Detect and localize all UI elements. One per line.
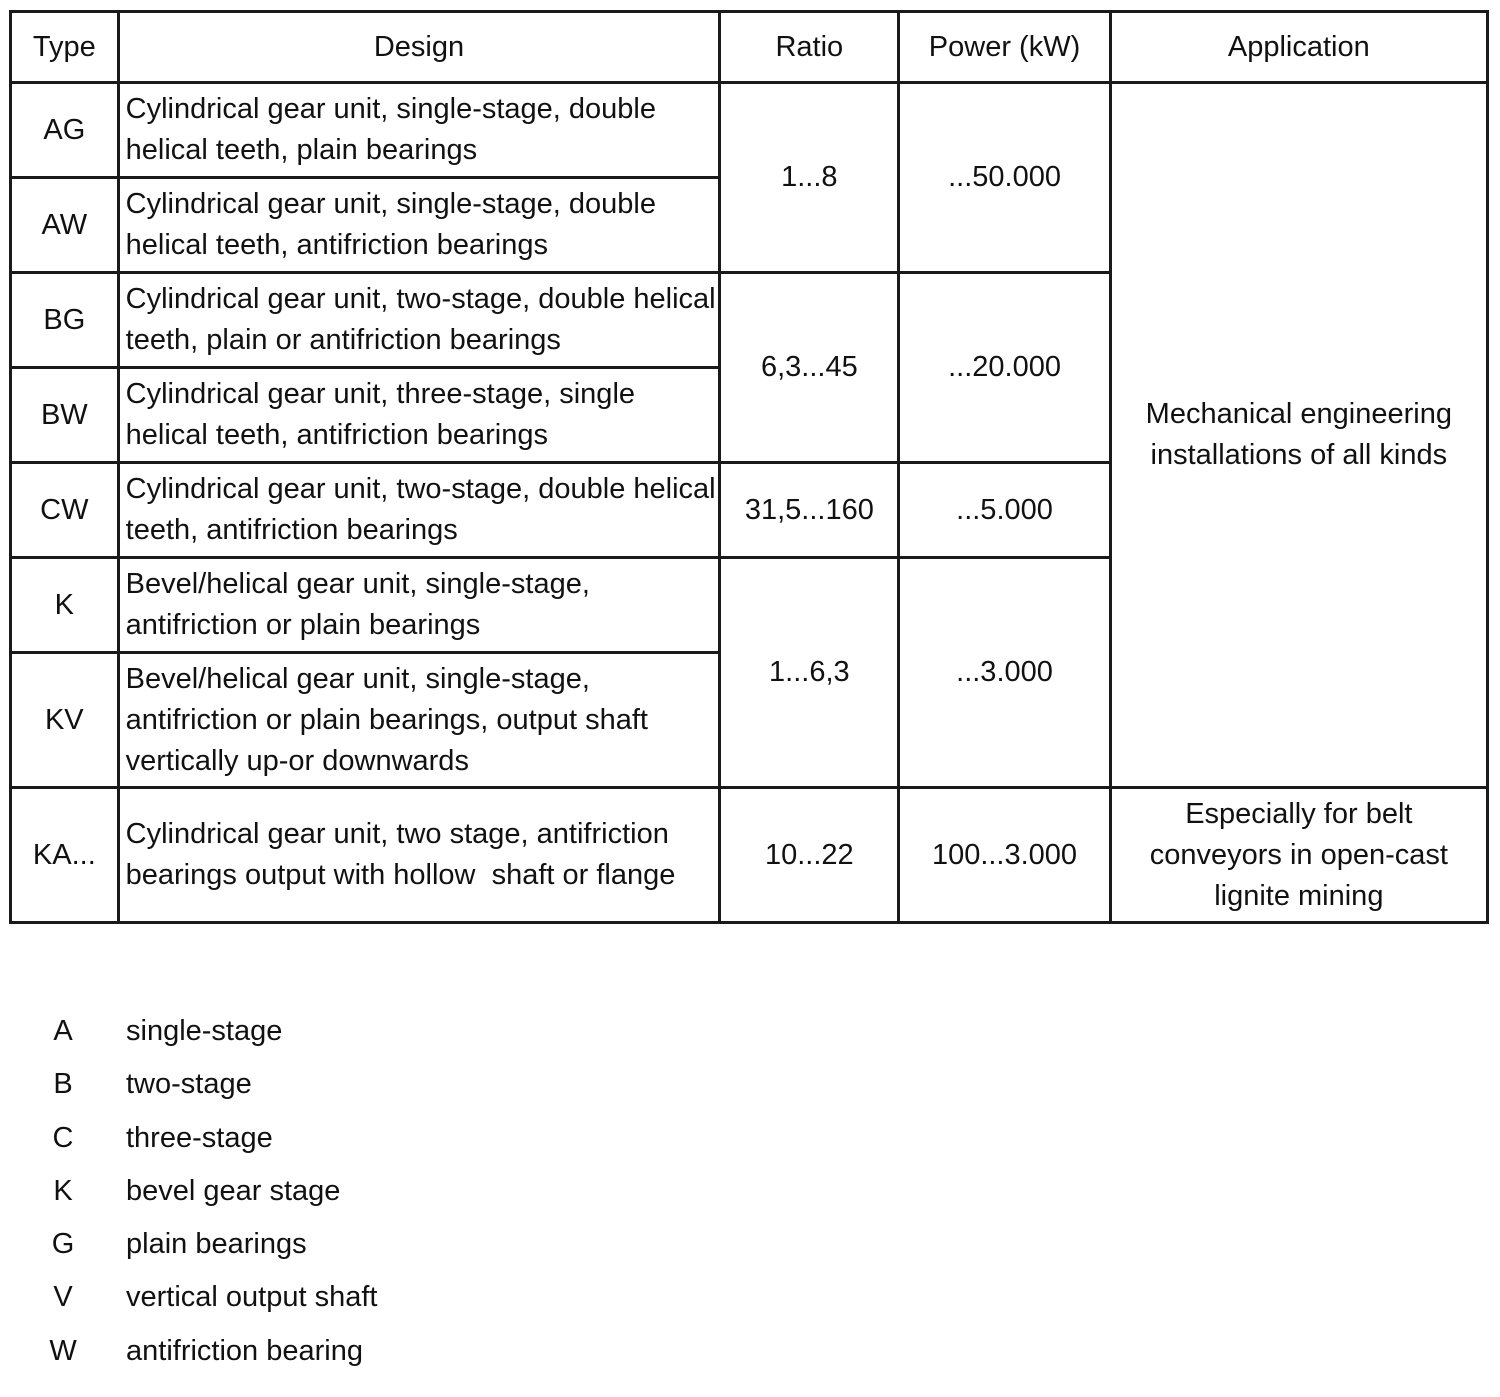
power-cell: 100...3.000 <box>899 788 1110 923</box>
type-cell: BG <box>11 273 119 368</box>
type-cell: AW <box>11 178 119 273</box>
legend-meaning: antifriction bearing <box>126 1334 363 1367</box>
legend-meaning: three-stage <box>126 1121 273 1154</box>
header-design: Design <box>118 12 720 83</box>
legend-code: K <box>53 1174 73 1207</box>
legend-meaning: vertical output shaft <box>126 1281 378 1314</box>
application-cell: Mechanical engineering installations of all kinds <box>1110 83 1487 788</box>
power-cell: ...50.000 <box>899 83 1110 273</box>
header-application: Application <box>1110 12 1487 83</box>
design-cell: Cylindrical gear unit, two-stage, double helical teeth, antifriction bearings <box>118 463 720 558</box>
type-cell: CW <box>11 463 119 558</box>
legend-meaning: two-stage <box>126 1068 252 1101</box>
design-cell: Cylindrical gear unit, two-stage, double helical teeth, plain or antifriction bearings <box>118 273 720 368</box>
type-cell: AG <box>11 83 119 178</box>
legend-meaning: bevel gear stage <box>126 1174 341 1207</box>
type-cell: KV <box>11 653 119 788</box>
legend-code: C <box>52 1121 74 1154</box>
design-cell: Bevel/helical gear unit, single-stage, antifriction or plain bearings, output shaft vertically up-or downwards <box>118 653 720 788</box>
power-cell: ...20.000 <box>899 273 1110 463</box>
design-cell: Cylindrical gear unit, single-stage, double helical teeth, antifriction bearings <box>118 178 720 273</box>
legend-code: B <box>53 1068 73 1101</box>
legend-meaning: plain bearings <box>126 1228 307 1261</box>
legend-code: W <box>49 1334 77 1367</box>
table-row <box>11 788 1488 923</box>
legend-code: A <box>53 1015 73 1047</box>
ratio-cell: 1...6,3 <box>720 558 899 788</box>
ratio-cell: 31,5...160 <box>720 463 899 558</box>
ratio-cell: 6,3...45 <box>720 273 899 463</box>
ratio-cell: 1...8 <box>720 83 899 273</box>
gear-unit-table <box>9 10 1489 924</box>
power-cell: ...3.000 <box>899 558 1110 788</box>
type-cell: KA... <box>11 788 119 923</box>
header-power: Power (kW) <box>899 12 1110 83</box>
legend-meaning: single-stage <box>126 1015 283 1047</box>
type-cell: K <box>11 558 119 653</box>
application-cell: Especially for belt conveyors in open-cast lignite mining <box>1110 788 1487 923</box>
design-cell: Cylindrical gear unit, three-stage, single helical teeth, antifriction bearings <box>118 368 720 463</box>
design-cell: Bevel/helical gear unit, single-stage, antifriction or plain bearings <box>118 558 720 653</box>
design-cell: Cylindrical gear unit, two stage, antifriction bearings output with hollow shaft or flange <box>118 788 720 923</box>
design-cell: Cylindrical gear unit, single-stage, double helical teeth, plain bearings <box>118 83 720 178</box>
header-row <box>11 12 1488 83</box>
table-row <box>11 83 1488 178</box>
ratio-cell: 10...22 <box>720 788 899 923</box>
legend-code: G <box>51 1228 75 1261</box>
header-type: Type <box>11 12 119 83</box>
header-ratio: Ratio <box>720 12 899 83</box>
type-cell: BW <box>11 368 119 463</box>
power-cell: ...5.000 <box>899 463 1110 558</box>
legend-code: V <box>53 1281 73 1314</box>
